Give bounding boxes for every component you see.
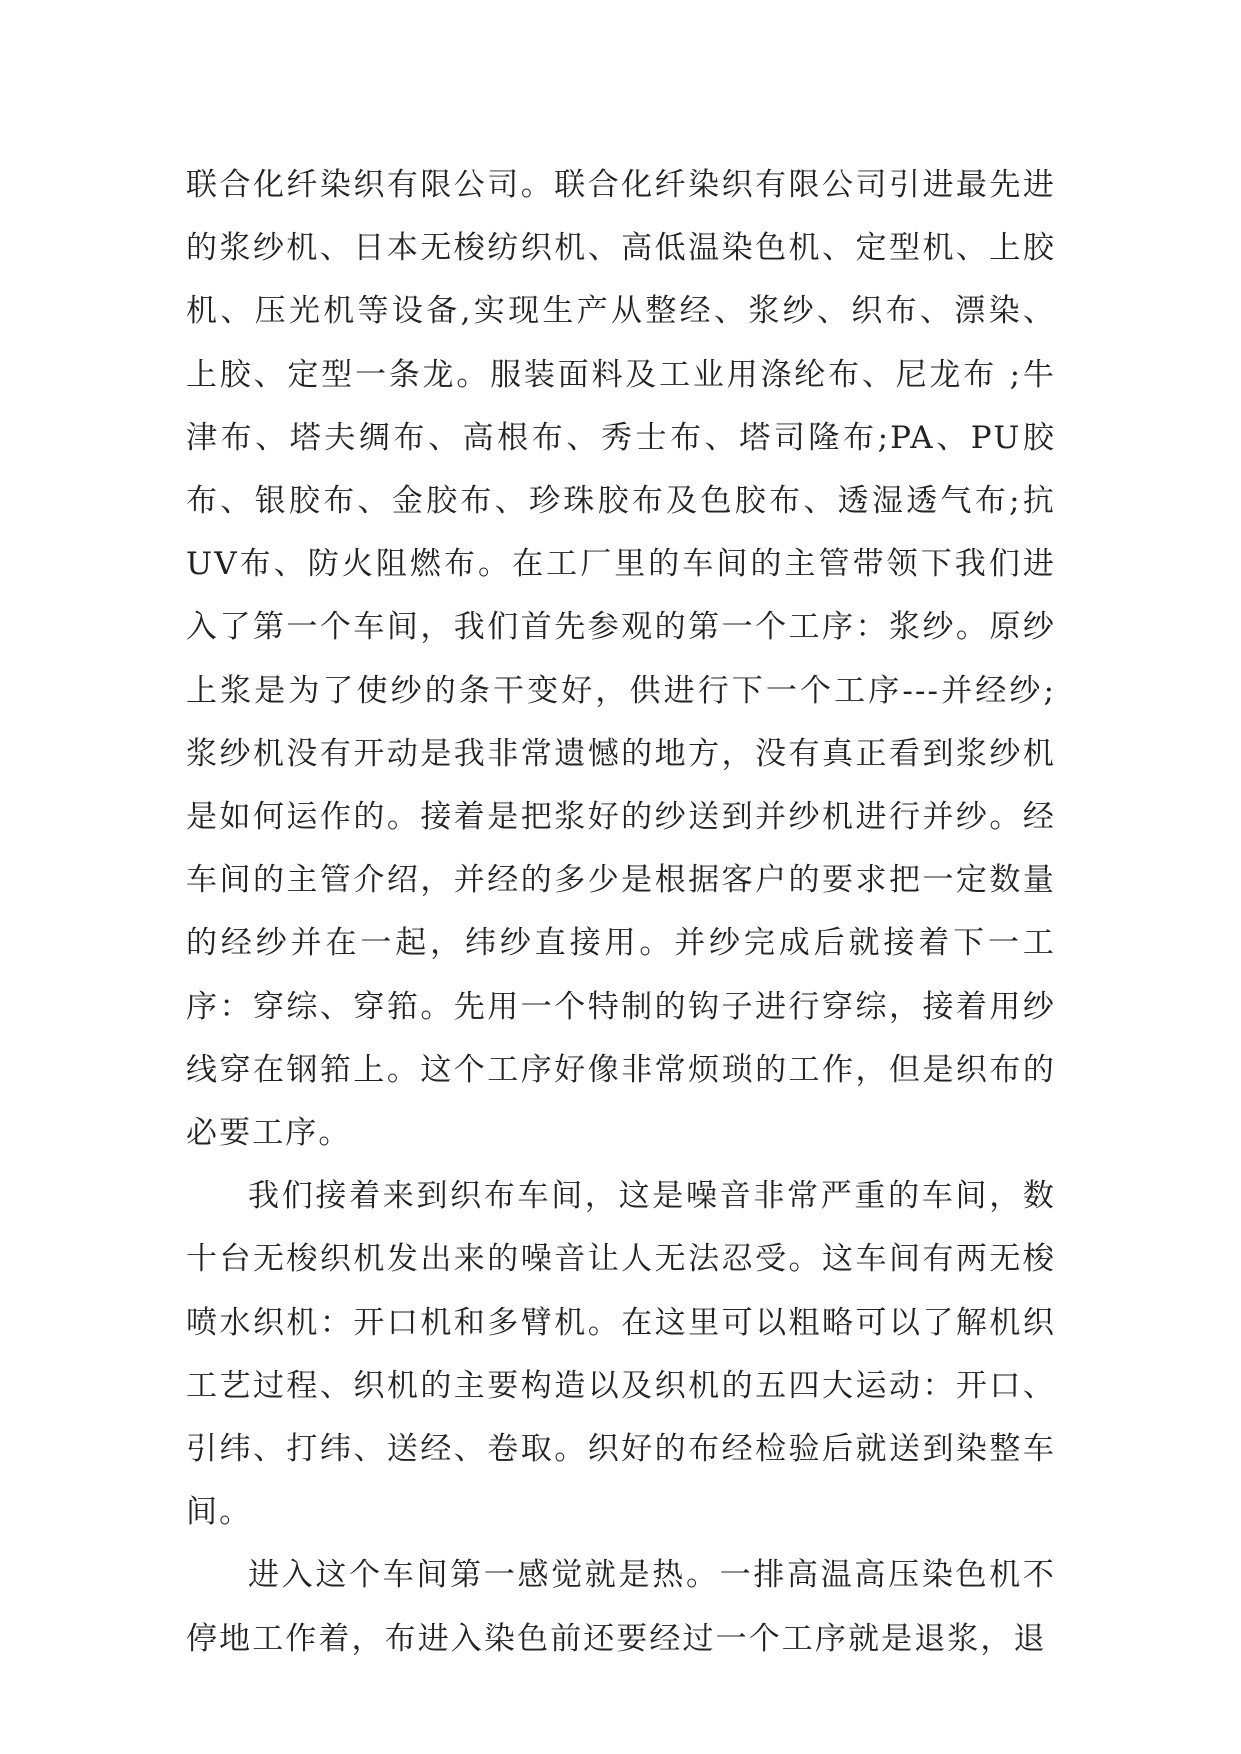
paragraph-1: 联合化纤染织有限公司。联合化纤染织有限公司引进最先进的浆纱机、日本无梭纺织机、高低温染色机、定型机、上胶机、压光机等设备,实现生产从整经、浆纱、织布、漂染、上胶、定型一条龙。服装面料及工业用涤纶布、尼龙布 ;牛津布、塔夫绸布、高根布、秀士布、塔司隆布;PA、PU胶布、银胶布、金胶布、珍珠胶布及色胶布、透湿透气布;抗UV布、防火阻燃布。在工厂里的车间的主管带领下我们进入了第一个车间，我们首先参观的第一个工序：浆纱。原纱上浆是为了使纱的条干变好，供进行下一个工序---并经纱;浆纱机没有开动是我非常遗憾的地方，没有真正看到浆纱机是如何运作的。接着是把浆好的纱送到并纱机进行并纱。经车间的主管介绍，并经的多少是根据客户的要求把一定数量的经纱并在一起，纬纱直接用。并纱完成后就接着下一工序：穿综、穿筘。先用一个特制的钩子进行穿综，接着用纱线穿在钢筘上。这个工序好像非常烦琐的工作，但是织布的必要工序。 (186, 167, 1056, 1152)
document-body (186, 154, 1056, 1671)
paragraph-2: 我们接着来到织布车间，这是噪音非常严重的车间，数十台无梭织机发出来的噪音让人无法忍受。这车间有两无梭喷水织机：开口机和多臂机。在这里可以粗略可以了解机织工艺过程、织机的主要构造以及织机的五四大运动：开口、引纬、打纬、送经、卷取。织好的布经检验后就送到染整车间。 (186, 1178, 1056, 1531)
paragraph-3: 进入这个车间第一感觉就是热。一排高温高压染色机不停地工作着，布进入染色前还要经过一个工序就是退浆，退 (186, 1557, 1056, 1657)
